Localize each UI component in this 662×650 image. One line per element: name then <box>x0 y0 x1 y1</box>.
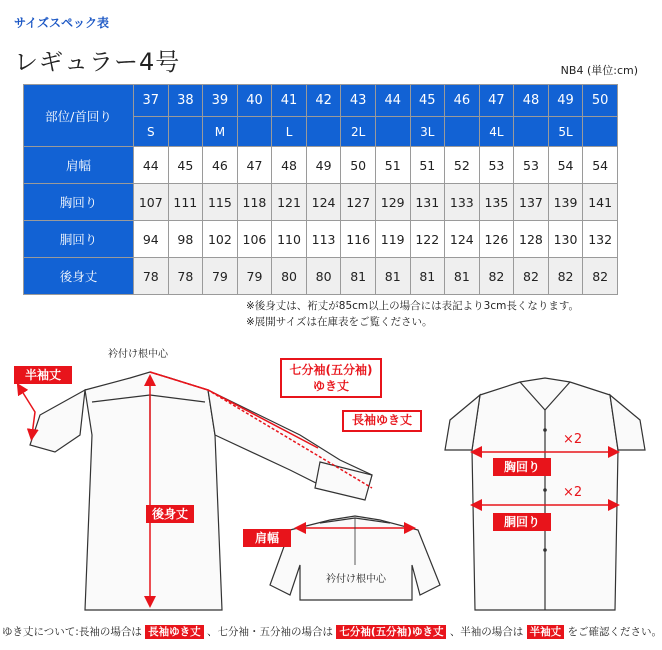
neck-size: 37 <box>134 85 169 117</box>
neck-size: 41 <box>272 85 307 117</box>
half-sleeve-label: 半袖丈 <box>14 366 72 384</box>
table-cell: 115 <box>203 184 238 221</box>
table-cell: 51 <box>375 147 410 184</box>
table-cell: 51 <box>410 147 445 184</box>
section-title: サイズスペック表 <box>14 16 110 30</box>
table-row-back-length <box>24 258 618 295</box>
neck-size: 48 <box>514 85 549 117</box>
neck-size: 47 <box>479 85 514 117</box>
long-sleeve-label: 長袖ゆき丈 <box>342 410 422 432</box>
table-cell: 119 <box>375 221 410 258</box>
table-cell: 78 <box>168 258 203 295</box>
table-cell: 124 <box>306 184 341 221</box>
table-cell: 130 <box>548 221 583 258</box>
footer-mid2: 、半袖の場合は <box>449 626 524 638</box>
table-cell: 107 <box>134 184 169 221</box>
chest-label: 胸回り <box>493 458 551 476</box>
size-label <box>168 117 203 147</box>
footer-mid: 、七分袖・五分袖の場合は <box>207 626 334 638</box>
collar-center-label-top: 衿付け根中心 <box>108 349 168 360</box>
table-cell: 126 <box>479 221 514 258</box>
waist-multiplier: ×2 <box>563 485 583 500</box>
table-cell: 78 <box>134 258 169 295</box>
size-label: 5L <box>548 117 583 147</box>
table-row-waist <box>24 221 618 258</box>
neck-size: 38 <box>168 85 203 117</box>
sleeve-length-footer <box>2 624 662 639</box>
notes <box>246 298 579 330</box>
row-label: 肩幅 <box>24 147 134 184</box>
neck-size: 44 <box>375 85 410 117</box>
table-cell: 82 <box>583 258 618 295</box>
table-cell: 79 <box>203 258 238 295</box>
shoulder-label: 肩幅 <box>243 529 291 547</box>
size-label <box>237 117 272 147</box>
neck-size: 49 <box>548 85 583 117</box>
waist-label: 胴回り <box>493 513 551 531</box>
row-label: 後身丈 <box>24 258 134 295</box>
footer-intro: ゆき丈について:長袖の場合は <box>2 626 142 638</box>
table-cell: 124 <box>445 221 480 258</box>
table-cell: 111 <box>168 184 203 221</box>
note-stock: ※展開サイズは在庫表をご覧ください。 <box>246 316 433 328</box>
table-cell: 82 <box>514 258 549 295</box>
table-cell: 118 <box>237 184 272 221</box>
table-cell: 139 <box>548 184 583 221</box>
table-cell: 121 <box>272 184 307 221</box>
table-cell: 53 <box>479 147 514 184</box>
table-cell: 52 <box>445 147 480 184</box>
table-cell: 113 <box>306 221 341 258</box>
footer-end: をご確認ください。 <box>567 626 662 638</box>
table-cell: 141 <box>583 184 618 221</box>
table-cell: 128 <box>514 221 549 258</box>
table-cell: 50 <box>341 147 376 184</box>
table-cell: 81 <box>375 258 410 295</box>
table-cell: 102 <box>203 221 238 258</box>
size-spec-table <box>23 84 618 295</box>
size-label <box>514 117 549 147</box>
half-sleeve-measure-line <box>20 388 35 435</box>
table-cell: 53 <box>514 147 549 184</box>
neck-size: 46 <box>445 85 480 117</box>
three-quarter-sleeve-line1: 七分袖(五分袖) <box>289 363 373 377</box>
table-cell: 80 <box>306 258 341 295</box>
neck-size: 40 <box>237 85 272 117</box>
table-cell: 80 <box>272 258 307 295</box>
table-cell: 122 <box>410 221 445 258</box>
table-cell: 44 <box>134 147 169 184</box>
size-label: S <box>134 117 169 147</box>
table-cell: 79 <box>237 258 272 295</box>
table-cell: 116 <box>341 221 376 258</box>
size-label <box>306 117 341 147</box>
table-row-chest <box>24 184 618 221</box>
size-label: 2L <box>341 117 376 147</box>
footer-tag-half: 半袖丈 <box>527 625 565 639</box>
table-cell: 81 <box>341 258 376 295</box>
table-cell: 131 <box>410 184 445 221</box>
neck-size-row <box>24 85 618 117</box>
collar-center-label-bottom: 衿付け根中心 <box>326 574 386 585</box>
size-label: 3L <box>410 117 445 147</box>
table-cell: 81 <box>445 258 480 295</box>
neck-size: 42 <box>306 85 341 117</box>
neck-size: 45 <box>410 85 445 117</box>
corner-label: 部位/首回り <box>24 85 134 147</box>
neck-size: 39 <box>203 85 238 117</box>
table-cell: 106 <box>237 221 272 258</box>
chest-multiplier: ×2 <box>563 432 583 447</box>
back-length-label: 後身丈 <box>146 505 194 523</box>
table-cell: 54 <box>548 147 583 184</box>
three-quarter-sleeve-label <box>280 358 382 398</box>
table-cell: 132 <box>583 221 618 258</box>
table-cell: 81 <box>410 258 445 295</box>
table-cell: 129 <box>375 184 410 221</box>
three-quarter-sleeve-line2: ゆき丈 <box>312 379 349 393</box>
table-cell: 49 <box>306 147 341 184</box>
sheet-title: レギュラー4号 <box>14 48 181 76</box>
table-cell: 94 <box>134 221 169 258</box>
table-cell: 127 <box>341 184 376 221</box>
table-cell: 48 <box>272 147 307 184</box>
size-label <box>375 117 410 147</box>
table-row-shoulder <box>24 147 618 184</box>
table-cell: 45 <box>168 147 203 184</box>
table-cell: 47 <box>237 147 272 184</box>
footer-tag-three-quarter: 七分袖(五分袖)ゆき丈 <box>336 625 446 639</box>
table-cell: 82 <box>479 258 514 295</box>
row-label: 胴回り <box>24 221 134 258</box>
table-cell: 110 <box>272 221 307 258</box>
table-cell: 135 <box>479 184 514 221</box>
size-label <box>583 117 618 147</box>
table-cell: 133 <box>445 184 480 221</box>
neck-size: 43 <box>341 85 376 117</box>
neck-size: 50 <box>583 85 618 117</box>
front-view-shirt <box>445 378 645 610</box>
size-label <box>445 117 480 147</box>
footer-tag-long: 長袖ゆき丈 <box>145 625 204 639</box>
table-cell: 54 <box>583 147 618 184</box>
row-label: 胸回り <box>24 184 134 221</box>
table-cell: 137 <box>514 184 549 221</box>
size-label: L <box>272 117 307 147</box>
unit-note: NB4 (単位:cm) <box>560 64 638 77</box>
note-back-length: ※後身丈は、裄丈が85cm以上の場合には表記より3cm長くなります。 <box>246 300 580 312</box>
table-cell: 46 <box>203 147 238 184</box>
size-label: M <box>203 117 238 147</box>
size-label: 4L <box>479 117 514 147</box>
table-cell: 98 <box>168 221 203 258</box>
table-cell: 82 <box>548 258 583 295</box>
